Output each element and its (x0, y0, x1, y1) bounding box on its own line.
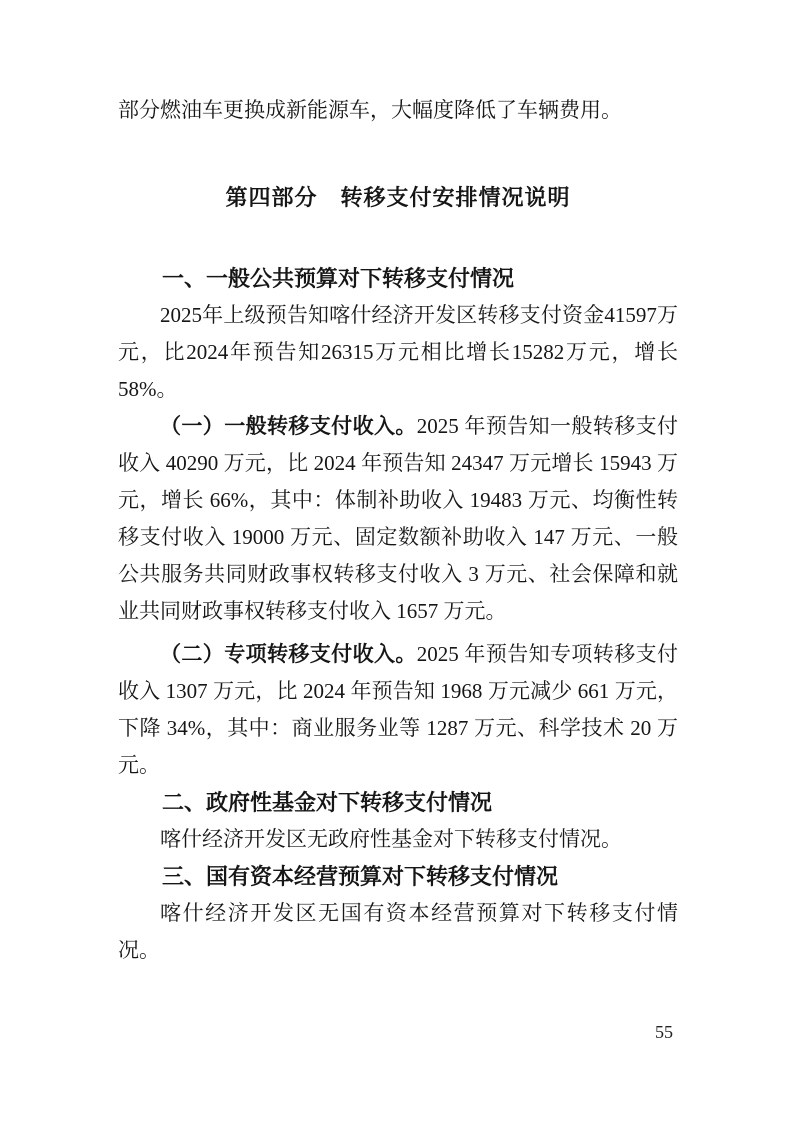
section-1-paragraph-1: 2025年上级预告知喀什经济开发区转移支付资金41597万元，比2024年预告知26315万元相比增长15282万元，增长58%。 (118, 303, 678, 401)
section-3-paragraph-1: 喀什经济开发区无国有资本经营预算对下转移支付情况。 (118, 901, 678, 962)
section-1-paragraph-3 (118, 636, 678, 784)
section-1-heading: 一、一般公共预算对下转移支付情况 (162, 266, 515, 291)
intro-paragraph: 部分燃油车更换成新能源车，大幅度降低了车辆费用。 (118, 98, 622, 122)
subsection-1-lead: （一）一般转移支付收入。 (160, 414, 417, 438)
section-1-paragraph-2 (118, 408, 678, 630)
page-number: 55 (655, 1022, 673, 1042)
section-2-paragraph-1: 喀什经济开发区无政府性基金对下转移支付情况。 (160, 827, 622, 851)
page-content (118, 92, 678, 969)
part-heading: 第四部分 转移支付安排情况说明 (225, 185, 571, 210)
subsection-2-text: 2025 年预告知专项转移支付收入 1307 万元，比 2024 年预告知 1968 万元减少 661 万元，下降 34%，其中：商业服务业等 1287 万元、科学技术 20 万元。 (118, 642, 679, 777)
subsection-2-lead: （二）专项转移支付收入。 (160, 642, 417, 666)
subsection-1-text: 2025 年预告知一般转移支付收入 40290 万元，比 2024 年预告知 24347 万元增长 15943 万元，增长 66%，其中：体制补助收入 19483 万元、均衡性转移支付收入 19000 万元、固定数额补助收入 147 万元、一般公共服务共同财政事权转移支付收入 3 万元、社会保障和就业共同财政事权转移支付收入 1657 万元。 (118, 414, 679, 623)
section-2-heading: 二、政府性基金对下转移支付情况 (162, 790, 493, 815)
section-3-heading: 三、国有资本经营预算对下转移支付情况 (162, 864, 559, 889)
